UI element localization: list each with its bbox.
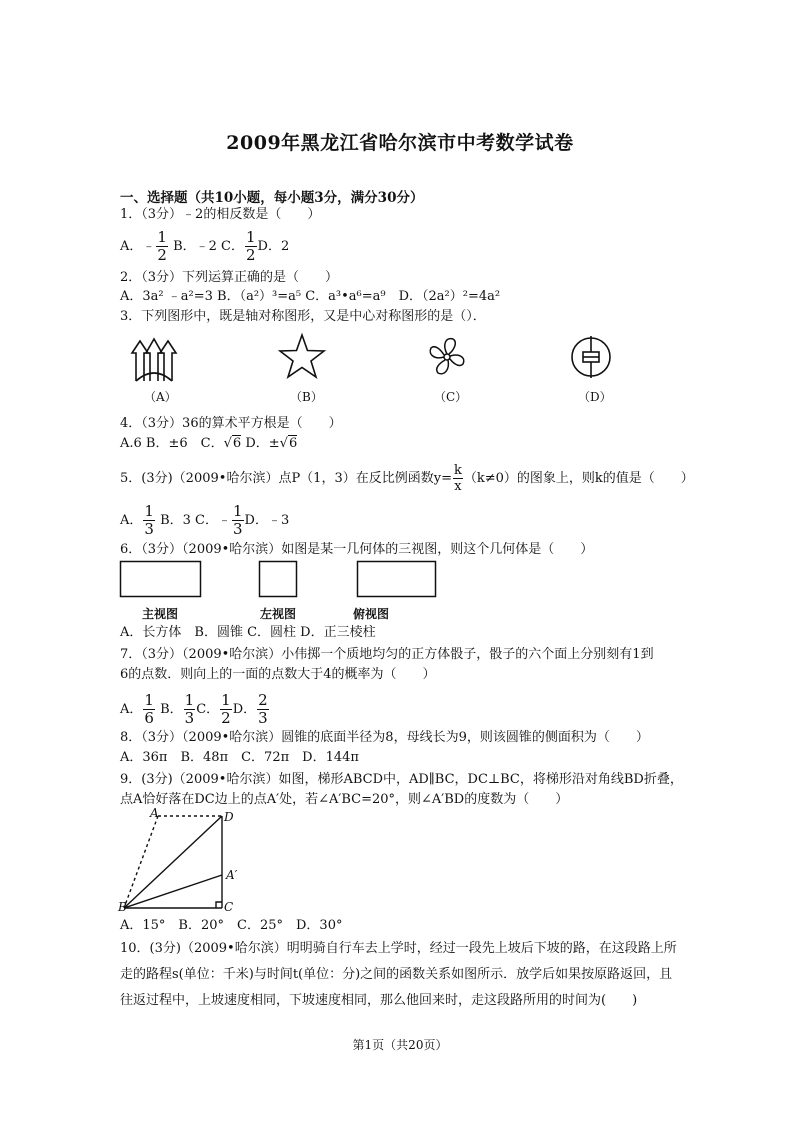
q9-label-c: C: [224, 900, 234, 914]
q3-figure-c: [424, 334, 470, 380]
q6-three-views: [120, 561, 440, 599]
q3-label-b: （B）: [290, 390, 323, 404]
q7-option-a-fraction: $\frac{1}{6}$: [144, 691, 154, 727]
q5-stem-pre: 5．(3分)（2009•哈尔滨）点P（1，3）在反比例函数y=: [120, 471, 452, 486]
q6-view-label-top: 俯视图: [353, 607, 390, 621]
q7-option-b-prefix: B．: [160, 702, 183, 717]
q3-figure-b: [278, 333, 326, 381]
q1-option-d: D．2: [257, 239, 290, 254]
q6-side-view-rect: [260, 562, 297, 597]
q4-option-d: D．±: [245, 436, 280, 451]
q3-label-c: （C）: [434, 390, 468, 404]
q7-option-c-fraction: $\frac{1}{2}$: [221, 691, 231, 727]
q9-label-a: A: [150, 806, 159, 820]
q7-options: [120, 693, 270, 726]
q6-top-view-rect: [358, 562, 436, 597]
q7-line1: 7．（3分）（2009•哈尔滨）小伟掷一个质地均匀的正方体骰子，骰子的六个面上分别刻有1到: [120, 647, 654, 662]
page-title: 2009年黑龙江省哈尔滨市中考数学试卷: [226, 132, 574, 154]
q1-option-c-fraction: $\frac{1}{2}$: [246, 228, 256, 264]
q4-radicand-d: 6: [288, 436, 298, 451]
q5-option-a-prefix: A．: [120, 513, 143, 528]
q7-option-a-prefix: A．: [120, 702, 143, 717]
q6-view-label-side: 左视图: [260, 607, 297, 621]
q9-label-d: D: [224, 810, 234, 824]
q2-options: A．3a² ﹣a²=3 B．（a²）³=a⁵ C．a³•a⁶=a⁹ D．（2a²）²=4a²: [120, 289, 501, 304]
q3-label-d: （D）: [578, 390, 612, 404]
q6-options: A．长方体 B．圆锥 C．圆柱 D．正三棱柱: [120, 625, 376, 640]
q5-stem-post: （k≠0）的图象上，则k的值是（ ）: [463, 471, 694, 486]
q9-line2: 点A恰好落在DC边上的点A′处，若∠A′BC=20°，则∠A′BD的度数为（ ）: [120, 792, 569, 807]
q6-front-view-rect: [121, 562, 201, 597]
q7-option-d-fraction: $\frac{2}{3}$: [258, 691, 268, 727]
q5-option-d: D．﹣3: [244, 513, 290, 528]
q1-options: [120, 230, 289, 263]
q5-option-bc: B．3 C．﹣: [160, 513, 231, 528]
q6-view-label-front: 主视图: [142, 607, 179, 621]
q9-label-b: B: [118, 900, 127, 914]
q5-fraction-k-x: $\frac{k}{x}$: [453, 463, 462, 494]
q1-stem: 1．（3分）﹣2的相反数是（ ）: [120, 207, 321, 222]
q4-radicand-c: 6: [232, 436, 242, 451]
q1-option-a-prefix: A．﹣: [120, 239, 156, 254]
q1-option-c-prefix: C．: [221, 239, 244, 254]
q9-right-angle-mark: [216, 902, 222, 908]
q4-options-ab: A.6 B．±6 C．: [120, 436, 224, 451]
q9-label-a-prime: A′: [226, 868, 238, 882]
q7-option-b-fraction: $\frac{1}{3}$: [184, 691, 195, 727]
page-footer: 第1页（共20页）: [352, 1038, 448, 1052]
q7-line2: 6的点数．则向上的一面的点数大于4的概率为（ ）: [120, 667, 436, 682]
q3-figure-a: [130, 335, 185, 383]
sqrt-icon: √: [279, 436, 288, 451]
q3-stem: 3．下列图形中，既是轴对称图形，又是中心对称图形的是（）．: [120, 309, 486, 324]
q9-line1: 9．(3分)（2009•哈尔滨）如图，梯形ABCD中，AD∥BC，DC⊥BC，将梯形沿对角线BD折叠，: [120, 772, 683, 787]
q5-option-c-fraction: $\frac{1}{3}$: [232, 502, 243, 538]
sqrt-icon: √: [223, 436, 232, 451]
q2-stem: 2．（3分）下列运算正确的是（ ）: [120, 270, 339, 285]
q6-stem: 6．（3分）（2009•哈尔滨）如图是某一几何体的三视图，则这个几何体是（ ）: [120, 542, 594, 557]
q1-option-b: B．﹣2: [173, 239, 217, 254]
q9-edge-ba-prime: [124, 875, 222, 908]
q3-label-a: （A）: [144, 390, 177, 404]
q4-options: [120, 434, 297, 454]
q10-text: 10．(3分)（2009•哈尔滨）明明骑自行车去上学时，经过一段先上坡后下坡的路，在这段路上所走的路程s(单位：千米)与时间t(单位：分)之间的函数关系如图所示．放学后如果按原路返回，且往返过程中，上坡速度相同，下坡速度相同，那么他回来时，走这段路所用的时间为( ): [120, 941, 677, 1008]
q7-option-c-prefix: C．: [196, 702, 220, 717]
q3-figure-d: [568, 334, 614, 380]
q5-options: [120, 504, 289, 537]
q9-edge-ab: [124, 816, 158, 908]
q7-option-d-prefix: D．: [232, 702, 257, 717]
q9-diagonal-bd: [124, 816, 222, 908]
q4-stem: 4．（3分）36的算术平方根是（ ）: [120, 416, 342, 431]
q8-options: A．36π B．48π C．72π D．144π: [120, 750, 359, 765]
q5-stem: [120, 464, 694, 493]
q1-option-a-fraction: $\frac{1}{2}$: [157, 228, 167, 264]
q5-option-a-fraction: $\frac{1}{3}$: [144, 502, 154, 538]
q9-options: A．15° B．20° C．25° D．30°: [120, 918, 343, 933]
q8-stem: 8．（3分）（2009•哈尔滨）圆锥的底面半径为8，母线长为9，则该圆锥的侧面积为（ ）: [120, 730, 649, 745]
section-heading: 一、选择题（共10小题，每小题3分，满分30分）: [120, 190, 424, 206]
